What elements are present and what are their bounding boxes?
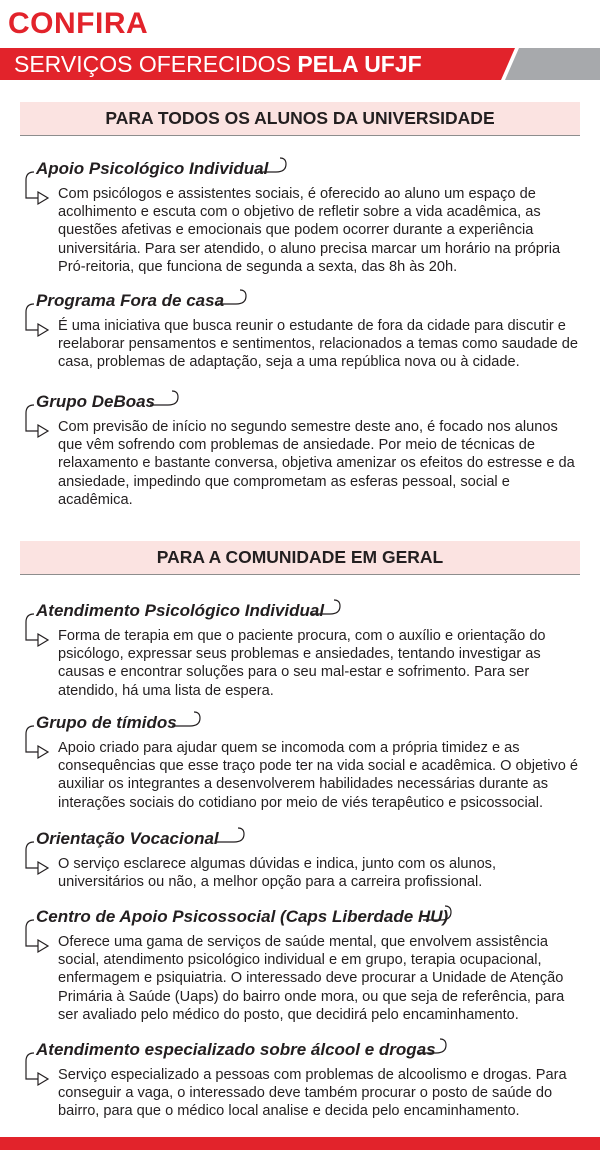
service-description: Apoio criado para ajudar quem se incomoda com a própria timidez e as consequências que esse traço pode ter na vida social e acadêmica. O objetivo é auxiliar os integrantes a desenvolverem habilidades necessárias durante as interações sociais do cotidiano por meio de viés terapêutico e psicossocial. bbox=[58, 740, 579, 811]
service-description: Forma de terapia em que o paciente procura, com o auxílio e orientação do psicólogo, expressar seus problemas e ansiedades, tentando investigar as causas e encontrar soluções para o seu mal-estar e sofrimento. Para ser atendido, há uma lista de espera. bbox=[58, 628, 546, 699]
service-title: Apoio Psicológico Individual bbox=[36, 159, 269, 178]
service-description: Serviço especializado a pessoas com problemas de alcoolismo e drogas. Para conseguir a vaga, o interessado deve também procurar o posto de saúde do bairro, para que o médico local analise e decida pelo encaminhamento. bbox=[58, 1067, 567, 1120]
service-description: Com previsão de início no segundo semestre deste ano, é focado nos alunos que vêm sofrendo com problemas de ansiedade. Por meio de técnicas de relaxamento e bastante conversa, objetiva amenizar os efeitos do estresse e da ansiedade, impedindo que comprometam as esferas pessoal, social e acadêmica. bbox=[58, 419, 575, 508]
service-item bbox=[18, 598, 583, 700]
section-heading-students: PARA TODOS OS ALUNOS DA UNIVERSIDADE bbox=[20, 102, 580, 136]
service-item bbox=[18, 389, 583, 509]
banner-grey-tab bbox=[505, 48, 600, 80]
service-title: Centro de Apoio Psicossocial (Caps Liberdade HU) bbox=[36, 907, 449, 926]
service-title: Grupo de tímidos bbox=[36, 713, 177, 732]
service-title: Orientação Vocacional bbox=[36, 829, 219, 848]
title-banner bbox=[0, 48, 600, 80]
service-description: É uma iniciativa que busca reunir o estudante de fora da cidade para discutir e reelaborar pensamentos e sentimentos, relacionados a temas como saudade de casa, problemas de adaptação, seja a uma república nova ou à cidade. bbox=[58, 318, 579, 371]
service-description: Com psicólogos e assistentes sociais, é oferecido ao aluno um espaço de acolhimento e escuta com o objetivo de refletir sobre a vida acadêmica, as questões afetivas e emocionais que podem ocorrer durante a experiência universitária. Para ser atendido, o aluno precisa marcar um horário na própria Pró-reitoria, que funciona de segunda a sexta, das 8h às 20h. bbox=[58, 186, 561, 275]
service-title: Atendimento Psicológico Individual bbox=[36, 601, 325, 620]
service-title: Atendimento especializado sobre álcool e drogas bbox=[36, 1040, 436, 1059]
banner-title-bold: PELA UFJF bbox=[297, 51, 422, 77]
service-title: Grupo DeBoas bbox=[36, 392, 156, 411]
service-description: O serviço esclarece algumas dúvidas e indica, junto com os alunos, universitários ou não, a melhor opção para a carreira profissional. bbox=[58, 856, 497, 891]
service-item bbox=[18, 710, 583, 812]
service-item bbox=[18, 826, 583, 891]
footer-red-rule bbox=[0, 1137, 600, 1150]
service-item bbox=[18, 288, 583, 372]
service-item bbox=[18, 904, 583, 1024]
banner-title bbox=[14, 48, 422, 80]
kicker-title: CONFIRA bbox=[8, 7, 149, 40]
service-title: Programa Fora de casa bbox=[36, 291, 225, 310]
service-description: Oferece uma gama de serviços de saúde mental, que envolvem assistência social, atendimento psicológico individual e em grupo, terapia ocupacional, enfermagem e psiquiatria. O interessado deve procurar a Unidade de Atenção Primária à Saúde (Uaps) do bairro onde mora, ou que seja de referência, para ser avaliado pelo médico do posto, que decidirá pelo encaminhamento. bbox=[58, 934, 565, 1023]
section-heading-community: PARA A COMUNIDADE EM GERAL bbox=[20, 541, 580, 575]
banner-title-regular: SERVIÇOS OFERECIDOS bbox=[14, 51, 298, 77]
service-item bbox=[18, 1037, 583, 1121]
service-item bbox=[18, 156, 583, 276]
